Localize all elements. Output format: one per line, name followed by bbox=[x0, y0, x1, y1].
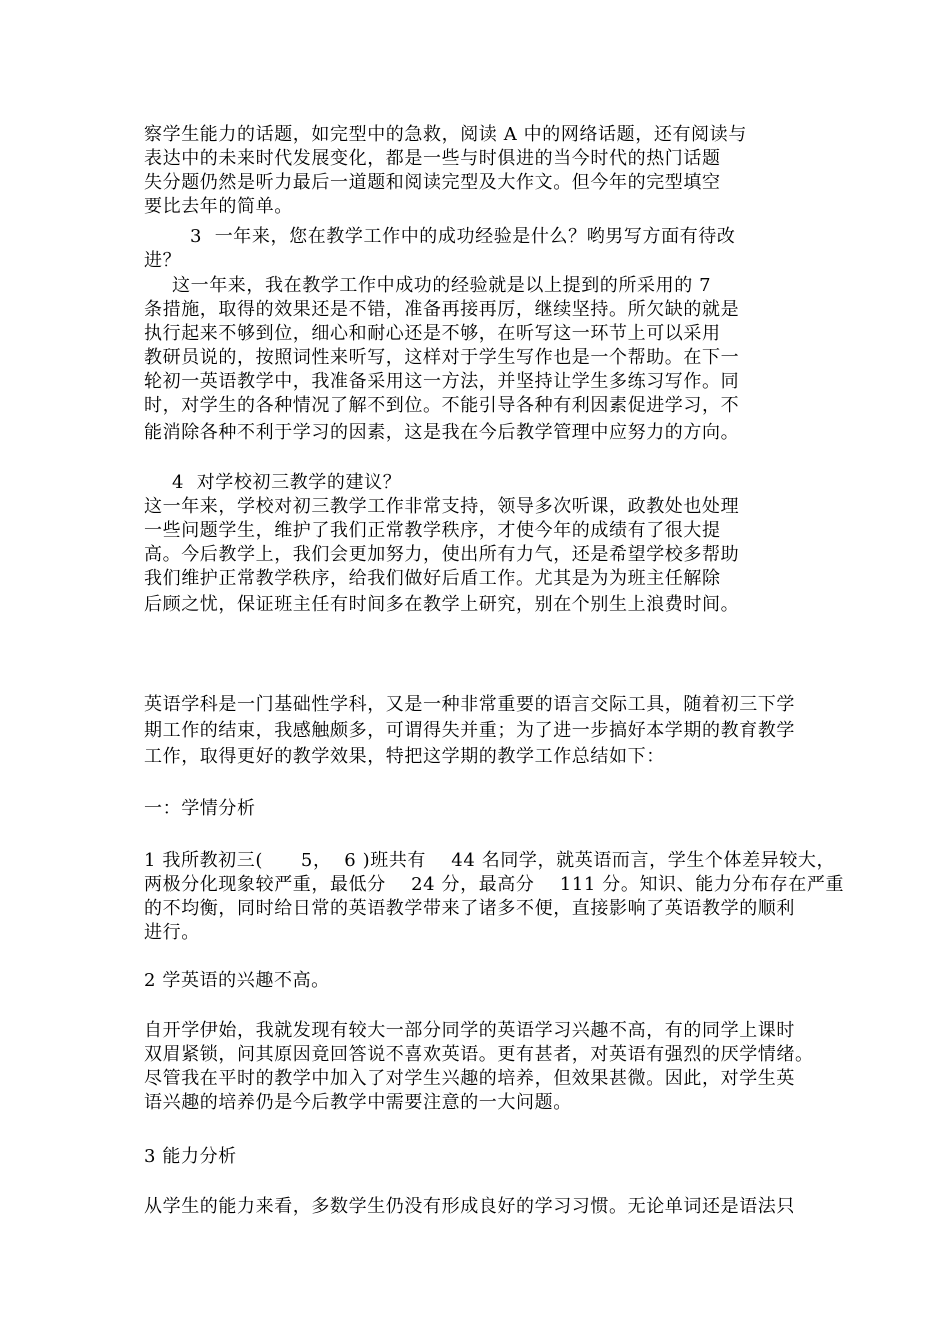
section-heading: 一：学情分析 bbox=[144, 798, 256, 819]
paragraph-line: 能消除各种不利于学习的因素，这是我在今后教学管理中应努力的方向。 bbox=[144, 422, 740, 443]
question-4-title: 4 对学校初三教学的建议？ bbox=[172, 472, 402, 493]
paragraph-line: 两极分化现象较严重，最低分 24 分，最高分 111 分。知识、能力分布存在严重 bbox=[144, 874, 845, 895]
paragraph-line: 语兴趣的培养仍是今后教学中需要注意的一大问题。 bbox=[144, 1092, 572, 1113]
paragraph-line: 我们维护正常教学秩序，给我们做好后盾工作。尤其是为为班主任解除 bbox=[144, 568, 721, 589]
paragraph-line: 轮初一英语教学中，我准备采用这一方法，并坚持让学生多练习写作。同 bbox=[144, 371, 740, 392]
paragraph-line: 高。今后教学上，我们会更加努力，使出所有力气，还是希望学校多帮助 bbox=[144, 544, 740, 565]
paragraph-line: 从学生的能力来看，多数学生仍没有形成良好的学习习惯。无论单词还是语法只 bbox=[144, 1196, 795, 1217]
paragraph-line: 教研员说的，按照词性来听写，这样对于学生写作也是一个帮助。在下一 bbox=[144, 347, 740, 368]
item-heading: 2 学英语的兴趣不高。 bbox=[144, 970, 330, 991]
paragraph-line: 自开学伊始，我就发现有较大一部分同学的英语学习兴趣不高，有的同学上课时 bbox=[144, 1020, 795, 1041]
paragraph-line: 进行。 bbox=[144, 922, 200, 943]
paragraph-line: 执行起来不够到位，细心和耐心还是不够，在听写这一环节上可以采用 bbox=[144, 323, 721, 344]
paragraph-line: 尽管我在平时的教学中加入了对学生兴趣的培养，但效果甚微。因此，对学生英 bbox=[144, 1068, 795, 1089]
paragraph-line: 时，对学生的各种情况了解不到位。不能引导各种有利因素促进学习，不 bbox=[144, 395, 740, 416]
paragraph-line: 这一年来，学校对初三教学工作非常支持，领导多次听课，政教处也处理 bbox=[144, 496, 740, 517]
paragraph-line: 后顾之忧，保证班主任有时间多在教学上研究，别在个别生上浪费时间。 bbox=[144, 594, 740, 615]
paragraph-line: 察学生能力的话题，如完型中的急救，阅读 A 中的网络话题，还有阅读与 bbox=[144, 124, 747, 145]
question-3-title-cont: 进？ bbox=[144, 250, 182, 271]
paragraph-line: 的不均衡，同时给日常的英语教学带来了诸多不便，直接影响了英语教学的顺利 bbox=[144, 898, 795, 919]
question-3-title: 3 一年来，您在教学工作中的成功经验是什么？哟男写方面有待改 bbox=[190, 226, 736, 247]
paragraph-line: 工作，取得更好的教学效果，特把这学期的教学工作总结如下： bbox=[144, 746, 665, 767]
paragraph-line: 条措施，取得的效果还是不错，准备再接再厉，继续坚持。所欠缺的就是 bbox=[144, 299, 740, 320]
paragraph-line: 表达中的未来时代发展变化，都是一些与时俱进的当今时代的热门话题 bbox=[144, 148, 721, 169]
paragraph-line: 英语学科是一门基础性学科，又是一种非常重要的语言交际工具，随着初三下学 bbox=[144, 694, 795, 715]
paragraph-line: 要比去年的简单。 bbox=[144, 196, 293, 217]
paragraph-line: 1 我所教初三( 5， 6 )班共有 44 名同学，就英语而言，学生个体差异较大， bbox=[144, 850, 836, 871]
paragraph-line: 双眉紧锁，问其原因竟回答说不喜欢英语。更有甚者，对英语有强烈的厌学情绪。 bbox=[144, 1044, 814, 1065]
paragraph-line: 这一年来，我在教学工作中成功的经验就是以上提到的所采用的 7 bbox=[172, 275, 712, 296]
paragraph-line: 期工作的结束，我感触颇多，可谓得失并重；为了进一步搞好本学期的教育教学 bbox=[144, 720, 795, 741]
paragraph-line: 失分题仍然是听力最后一道题和阅读完型及大作文。但今年的完型填空 bbox=[144, 172, 721, 193]
paragraph-line: 一些问题学生，维护了我们正常教学秩序，才使今年的成绩有了很大提 bbox=[144, 520, 721, 541]
item-heading: 3 能力分析 bbox=[144, 1146, 237, 1167]
